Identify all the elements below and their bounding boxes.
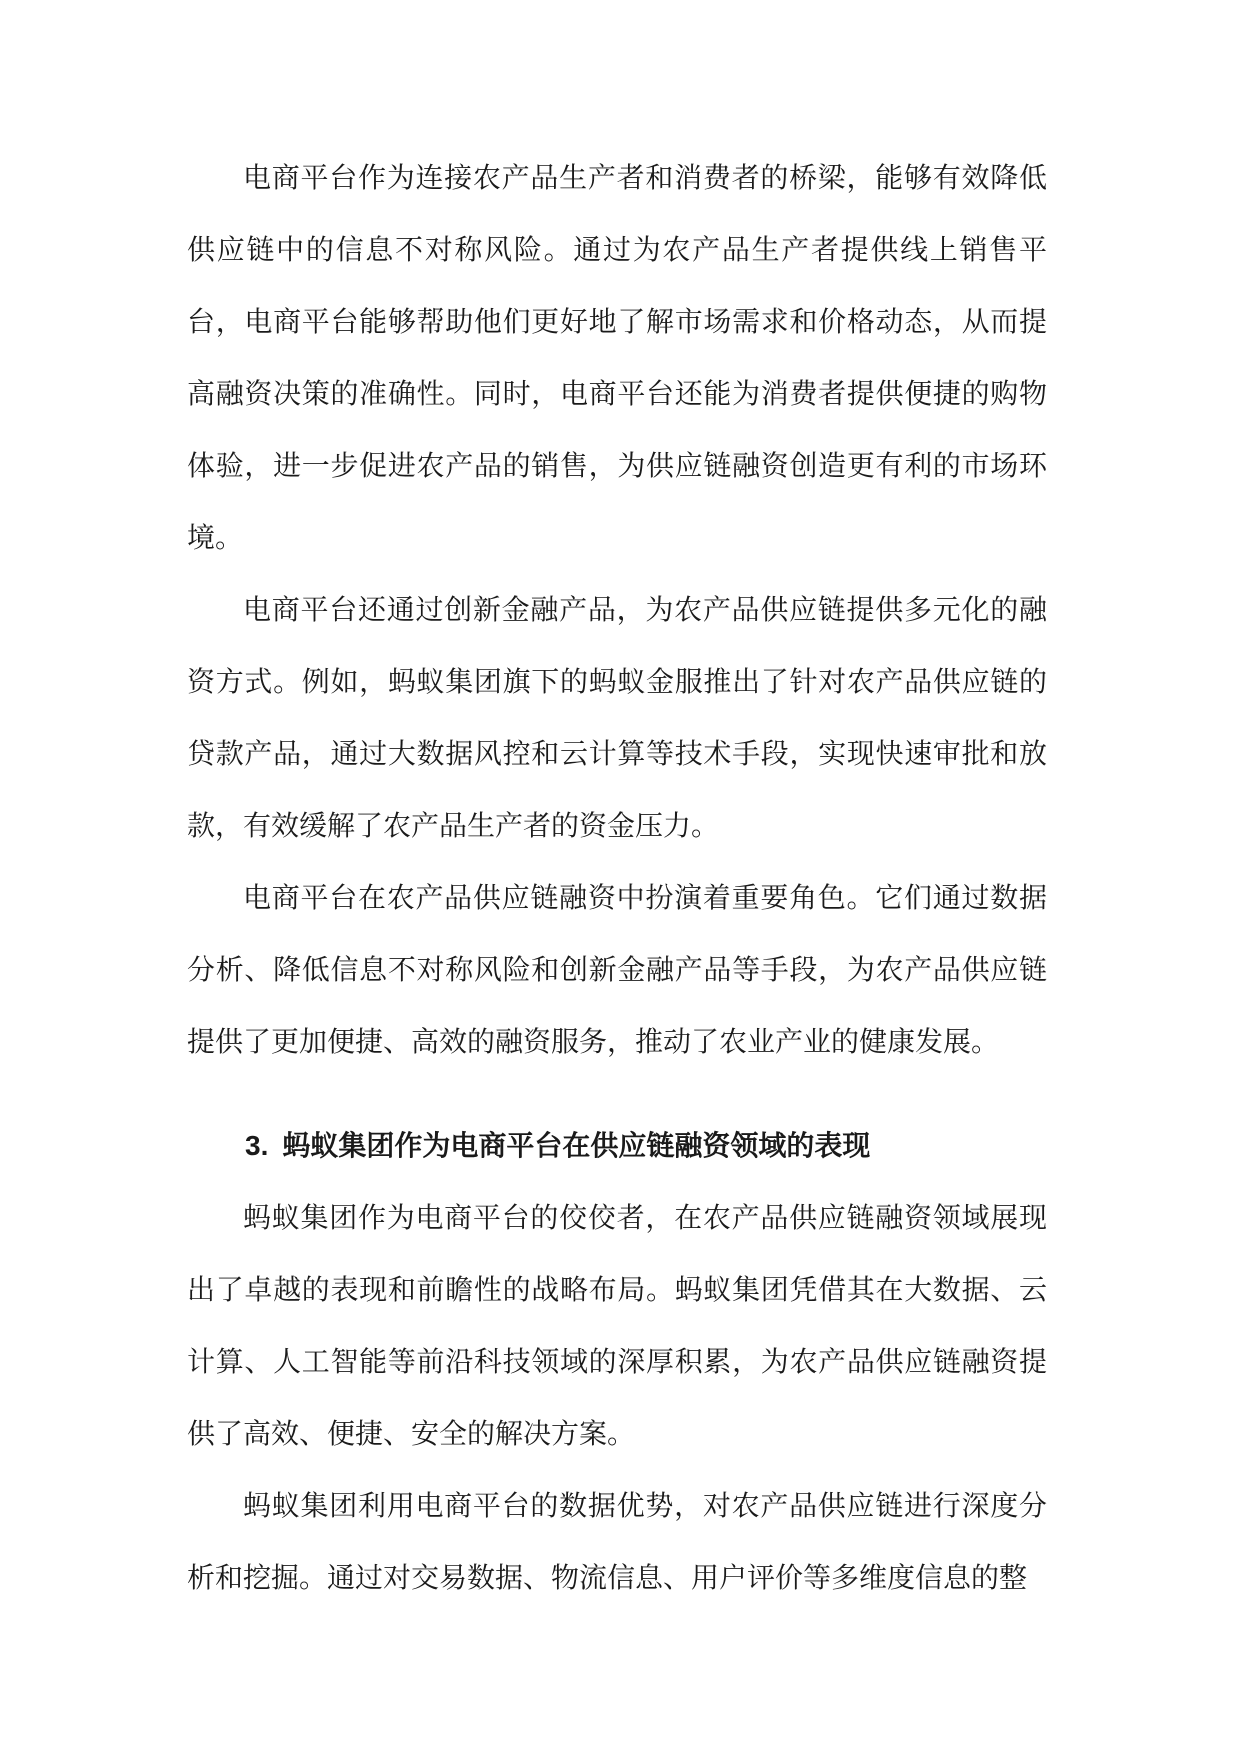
section-title: 蚂蚁集团作为电商平台在供应链融资领域的表现	[282, 1129, 871, 1162]
paragraph-ant-group-performance: 蚂蚁集团作为电商平台的佼佼者，在农产品供应链融资领域展现出了卓越的表现和前瞻性的战略布局。蚂蚁集团凭借其在大数据、云计算、人工智能等前沿科技领域的深厚积累，为农产品供应链融资提供了高效、便捷、安全的解决方案。	[187, 1201, 1047, 1450]
section-heading	[187, 1110, 1047, 1182]
document-body	[187, 142, 1047, 1614]
paragraph-innovative-finance: 电商平台还通过创新金融产品，为农产品供应链提供多元化的融资方式。例如，蚂蚁集团旗下的蚂蚁金服推出了针对农产品供应链的贷款产品，通过大数据风控和云计算等技术手段，实现快速审批和放款，有效缓解了农产品生产者的资金压力。	[187, 593, 1047, 842]
section-number: 3.	[245, 1130, 269, 1161]
paragraph-ecommerce-bridge: 电商平台作为连接农产品生产者和消费者的桥梁，能够有效降低供应链中的信息不对称风险。通过为农产品生产者提供线上销售平台，电商平台能够帮助他们更好地了解市场需求和价格动态，从而提高融资决策的准确性。同时，电商平台还能为消费者提供便捷的购物体验，进一步促进农产品的销售，为供应链融资创造更有利的市场环境。	[187, 161, 1047, 554]
paragraph-important-role: 电商平台在农产品供应链融资中扮演着重要角色。它们通过数据分析、降低信息不对称风险和创新金融产品等手段，为农产品供应链提供了更加便捷、高效的融资服务，推动了农业产业的健康发展。	[187, 881, 1047, 1058]
paragraph-ant-group-data-advantage: 蚂蚁集团利用电商平台的数据优势，对农产品供应链进行深度分析和挖掘。通过对交易数据、物流信息、用户评价等多维度信息的整	[187, 1489, 1047, 1594]
